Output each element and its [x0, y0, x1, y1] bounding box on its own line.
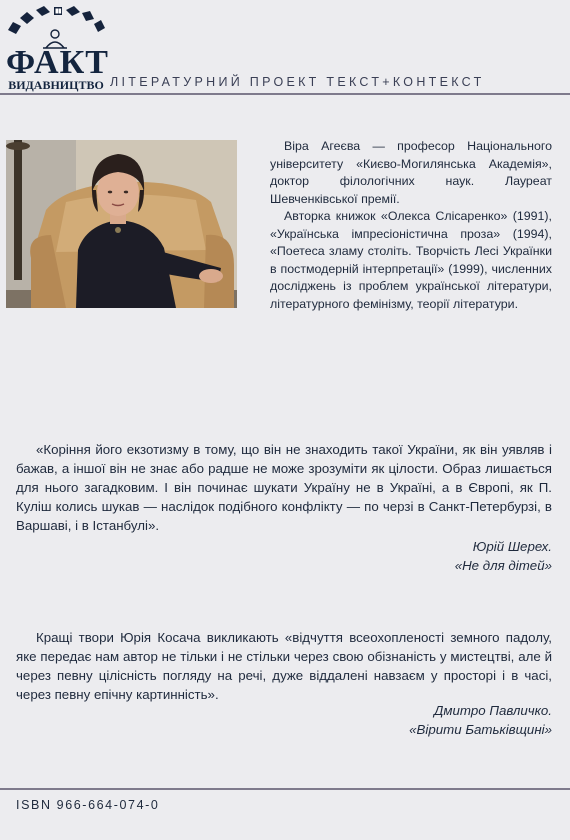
quote-attribution: [252, 537, 552, 575]
quote-author: Дмитро Павличко.: [434, 703, 552, 718]
project-title: ЛІТЕРАТУРНИЙ ПРОЕКТ ТЕКСТ+КОНТЕКСТ: [110, 75, 485, 89]
quote-source: «Не для дітей»: [454, 558, 552, 573]
quote-source: «Вірити Батьківщині»: [409, 722, 552, 737]
header-rule: [0, 93, 570, 95]
publisher-logo: [2, 4, 109, 94]
quote-block: [16, 628, 552, 704]
quote-text: «Коріння його екзотизму в тому, що він не знаходить такої України, як він уявляв і бажав, а іншої він не знає або радше не може зрозуміти як цілости. Образ лишається для нього загадковим. І він починає шукати Україну не в Україні, а в Європі, як П. Куліш колись шукав — наслідок подібного конфлікту — по черзі в Санкт-Петербурзі, в Варшаві, і в Істанбулі».: [16, 442, 552, 533]
bio-paragraph: Віра Агеєва — професор Національного університету «Києво-Могилянська Академія», доктор філологічних наук. Лауреат Шевченківської премії.: [270, 139, 552, 206]
quote-text: Кращі твори Юрія Косача викликають «відчуття всеохопленості земного падолу, яке передає нам автор не тільки і не стільки через свою обізнаність у мистецтві, але й через певну цілісність погляду на речі, дуже віддалені навзаєм у просторі і в часі, через певну епічну картинність».: [16, 630, 552, 702]
author-photo: [6, 140, 237, 308]
logo-subtitle: ВИДАВНИЦТВО: [8, 78, 104, 92]
footer-rule: [0, 788, 570, 790]
logo-word: ФАКТ: [6, 44, 109, 81]
quote-attribution: [252, 701, 552, 739]
author-bio: [270, 138, 552, 313]
isbn: ISBN 966-664-074-0: [16, 798, 160, 812]
quote-author: Юрій Шерех.: [472, 539, 552, 554]
quote-block: [16, 440, 552, 535]
bio-paragraph: Авторка книжок «Олекса Слісаренко» (1991), «Українська імпресіоністична проза» (1994), «Поетеса зламу століть. Творчість Лесі Українки в постмодерній інтерпретації» (1999), численних досліджень із проблем української літератури, літературного фемінізму, теорії літератури.: [270, 209, 552, 311]
